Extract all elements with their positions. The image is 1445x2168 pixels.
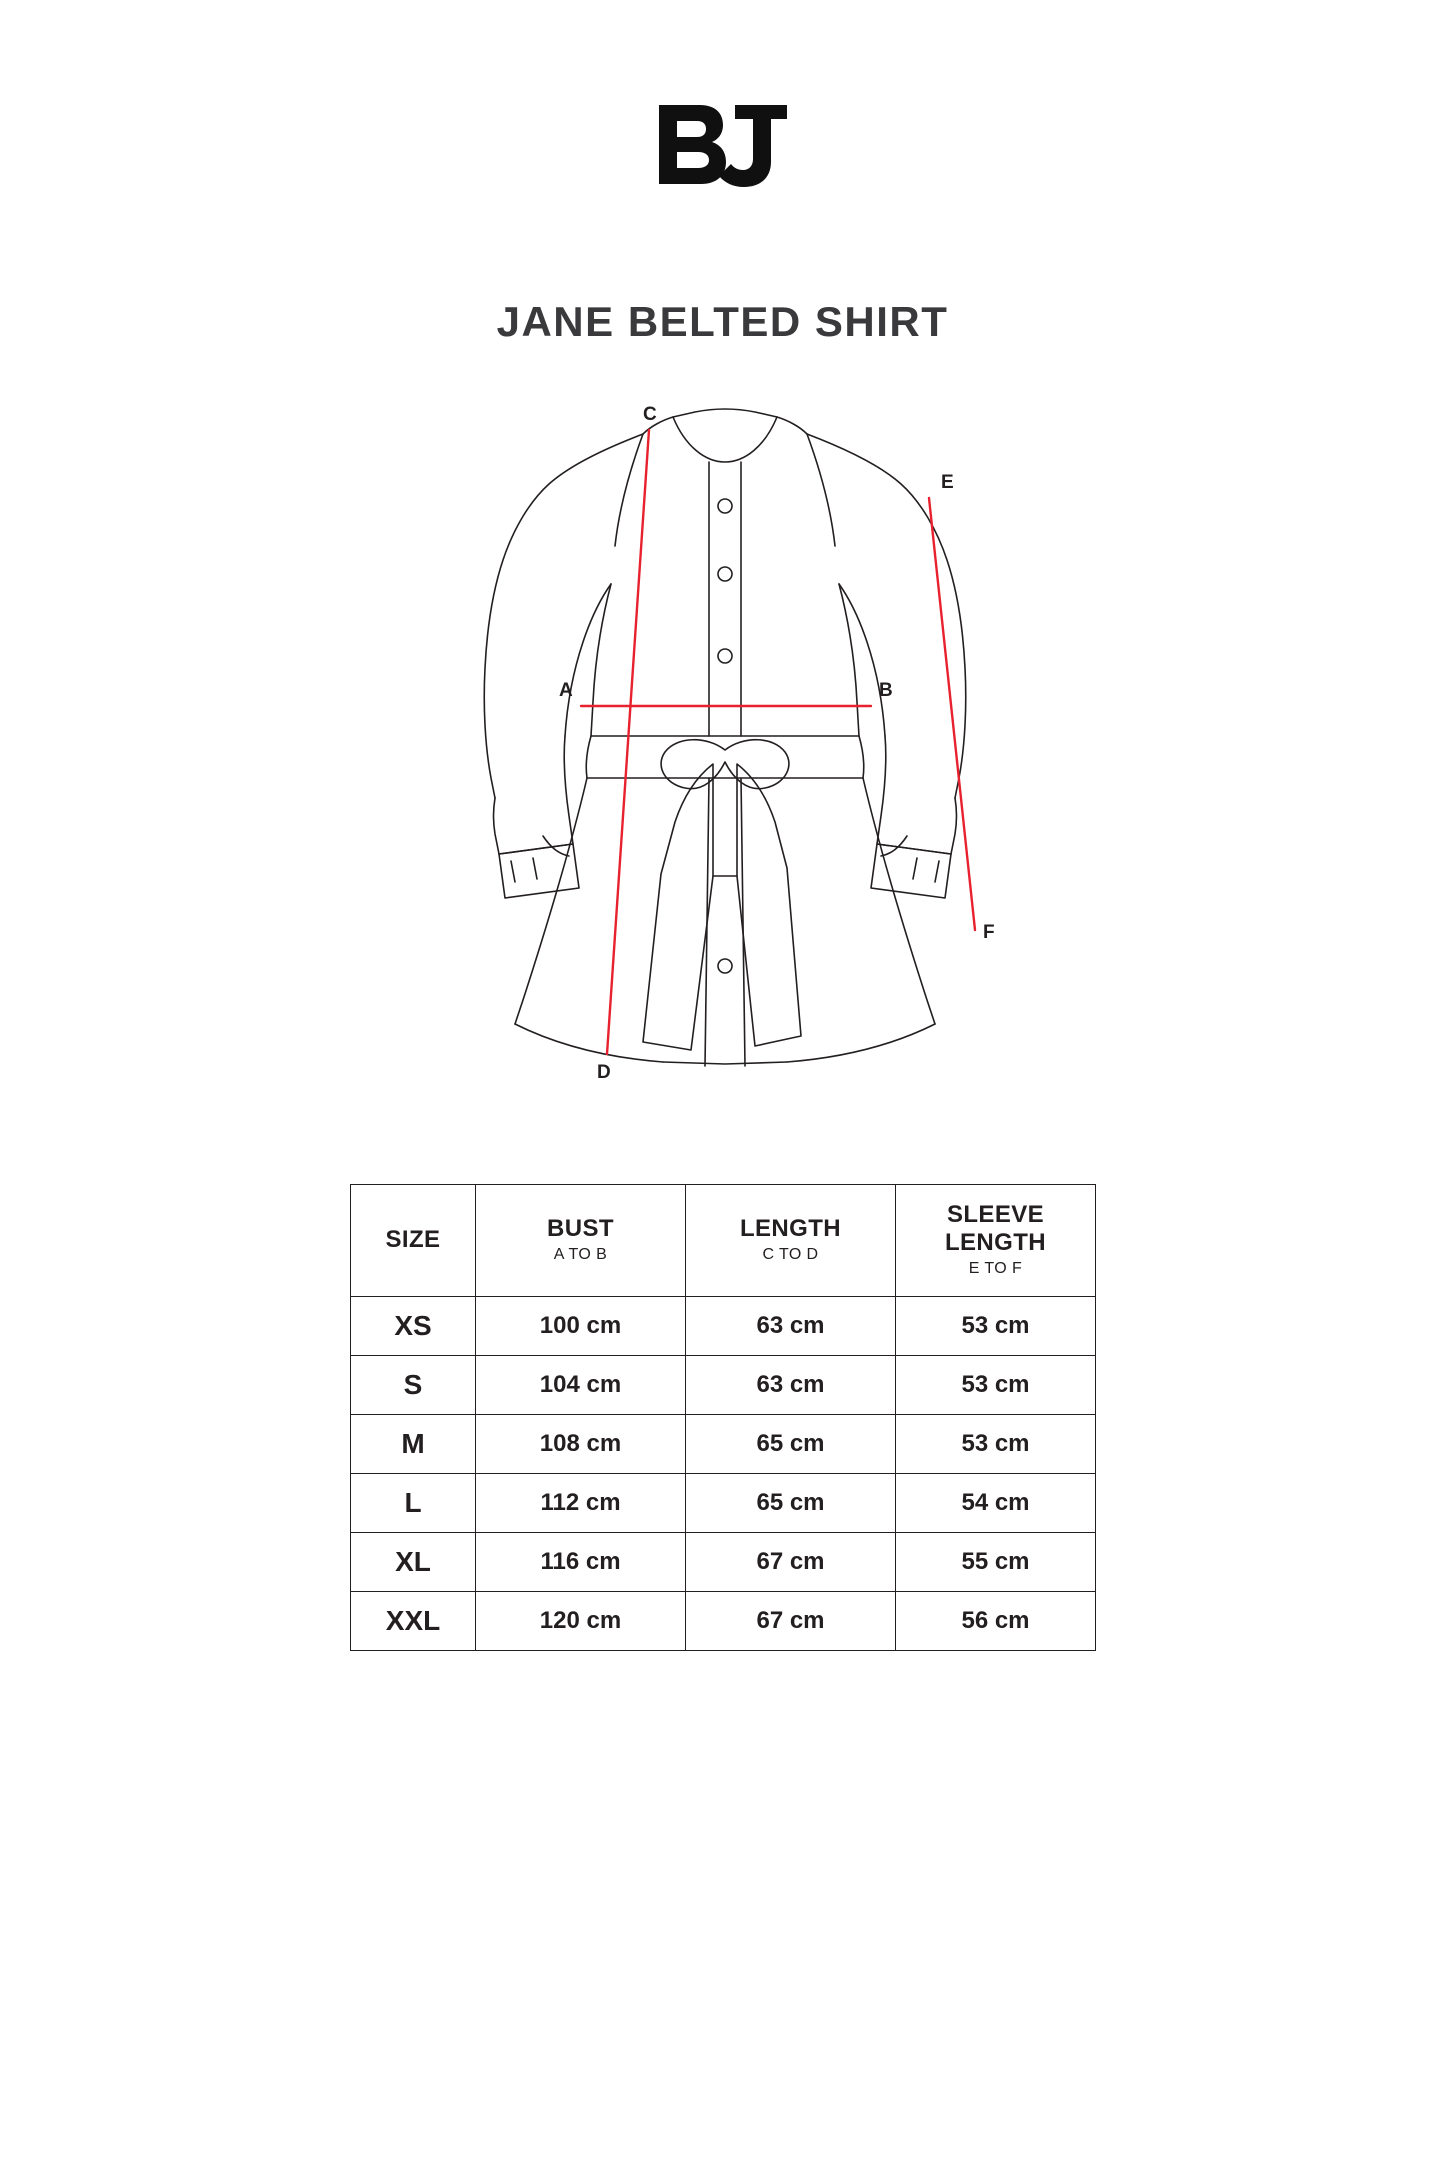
table-row — [351, 1533, 1096, 1592]
table-row — [351, 1592, 1096, 1651]
point-label-b: B — [878, 680, 893, 701]
cell-sleeve: 55 cm — [896, 1533, 1096, 1592]
table-header-row — [351, 1185, 1096, 1297]
column-header-bust-sub: A TO B — [553, 1246, 608, 1264]
cell-bust: 120 cm — [476, 1592, 686, 1651]
column-header-size-label: SIZE — [385, 1225, 441, 1253]
cell-bust: 100 cm — [476, 1297, 686, 1356]
column-header-length-label: LENGTH — [739, 1214, 842, 1242]
brand-logo — [643, 96, 803, 206]
cell-size: S — [351, 1356, 476, 1415]
column-header-length-sub: C TO D — [762, 1246, 819, 1264]
column-header-size — [351, 1185, 476, 1297]
table-row — [351, 1356, 1096, 1415]
cell-length: 63 cm — [686, 1356, 896, 1415]
cell-sleeve: 54 cm — [896, 1474, 1096, 1533]
point-label-e: E — [940, 472, 954, 493]
cell-bust: 104 cm — [476, 1356, 686, 1415]
column-header-sleeve-label: SLEEVE LENGTH — [944, 1201, 1047, 1256]
cell-size: M — [351, 1415, 476, 1474]
cell-size: XXL — [351, 1592, 476, 1651]
cell-sleeve: 53 cm — [896, 1356, 1096, 1415]
cell-bust: 108 cm — [476, 1415, 686, 1474]
cell-length: 65 cm — [686, 1415, 896, 1474]
cell-length: 63 cm — [686, 1297, 896, 1356]
column-header-bust — [476, 1185, 686, 1297]
column-header-sleeve — [896, 1185, 1096, 1297]
cell-size: XL — [351, 1533, 476, 1592]
column-header-bust-label: BUST — [547, 1214, 614, 1242]
garment-diagram — [343, 406, 1103, 1106]
cell-bust: 112 cm — [476, 1474, 686, 1533]
column-header-length — [686, 1185, 896, 1297]
page-title: JANE BELTED SHIRT — [496, 298, 949, 345]
cell-length: 67 cm — [686, 1592, 896, 1651]
cell-length: 65 cm — [686, 1474, 896, 1533]
cell-sleeve: 56 cm — [896, 1592, 1096, 1651]
column-header-sleeve-sub: E TO F — [968, 1260, 1023, 1278]
table-row — [351, 1297, 1096, 1356]
size-chart-table — [350, 1184, 1096, 1651]
point-label-f: F — [982, 922, 995, 943]
table-row — [351, 1415, 1096, 1474]
point-label-d: D — [596, 1062, 611, 1083]
point-label-c: C — [642, 406, 657, 425]
size-table-container — [350, 1184, 1095, 1651]
cell-size: L — [351, 1474, 476, 1533]
cell-sleeve: 53 cm — [896, 1415, 1096, 1474]
cell-length: 67 cm — [686, 1533, 896, 1592]
table-row — [351, 1474, 1096, 1533]
point-label-a: A — [558, 680, 573, 701]
cell-sleeve: 53 cm — [896, 1297, 1096, 1356]
cell-bust: 116 cm — [476, 1533, 686, 1592]
cell-size: XS — [351, 1297, 476, 1356]
